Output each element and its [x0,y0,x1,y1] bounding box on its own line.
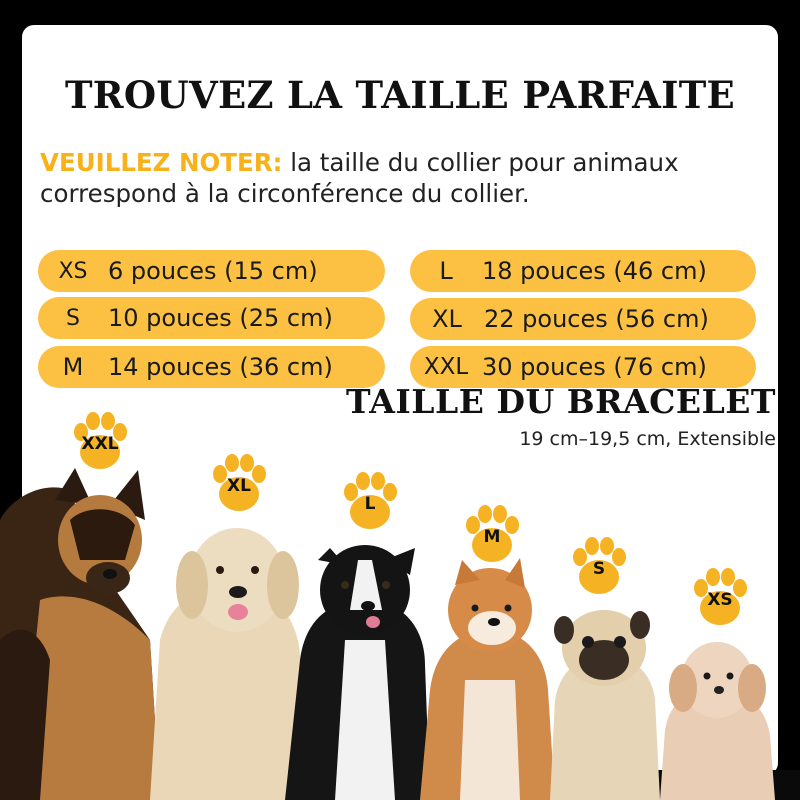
paw-label: M [483,527,501,547]
size-pill-xl [410,298,756,340]
bracelet-title: TAILLE DU BRACELET [346,382,776,421]
size-code: XS [58,258,88,284]
size-value: 22 pouces (56 cm) [484,305,709,333]
size-code: L [439,257,453,285]
page-title: TROUVEZ LA TAILLE PARFAITE [64,73,736,117]
paw-badge-l [338,470,402,534]
note-lead: VEUILLEZ NOTER: [40,148,283,177]
size-pill-xs [38,250,385,292]
size-value: 14 pouces (36 cm) [108,353,333,381]
paw-label: S [592,559,606,579]
size-pill-s [38,297,385,339]
paw-label: XS [707,590,733,610]
size-code: M [62,353,84,381]
size-pill-m [38,346,385,388]
size-pill-l [410,250,756,292]
size-code: XL [432,305,462,333]
paw-label: XL [227,476,251,496]
paw-badge-xs [688,566,752,630]
bracelet-text: 19 cm–19,5 cm, Extensible [519,428,776,450]
paw-badge-s [567,535,631,599]
paw-badge-m [460,503,524,567]
size-code: S [66,305,80,331]
paw-label: L [364,494,376,514]
size-value: 10 pouces (25 cm) [108,304,333,332]
size-code: XXL [423,354,469,380]
note-text: la taille du collier pour animaux correspond à la circonférence du collier. [40,148,679,208]
size-value: 6 pouces (15 cm) [108,257,318,285]
size-note [40,147,765,209]
paw-badge-xl [207,452,271,516]
size-value: 30 pouces (76 cm) [482,353,707,381]
paw-label: XXL [81,434,119,454]
paw-badge-xxl [68,410,132,474]
size-value: 18 pouces (46 cm) [482,257,707,285]
